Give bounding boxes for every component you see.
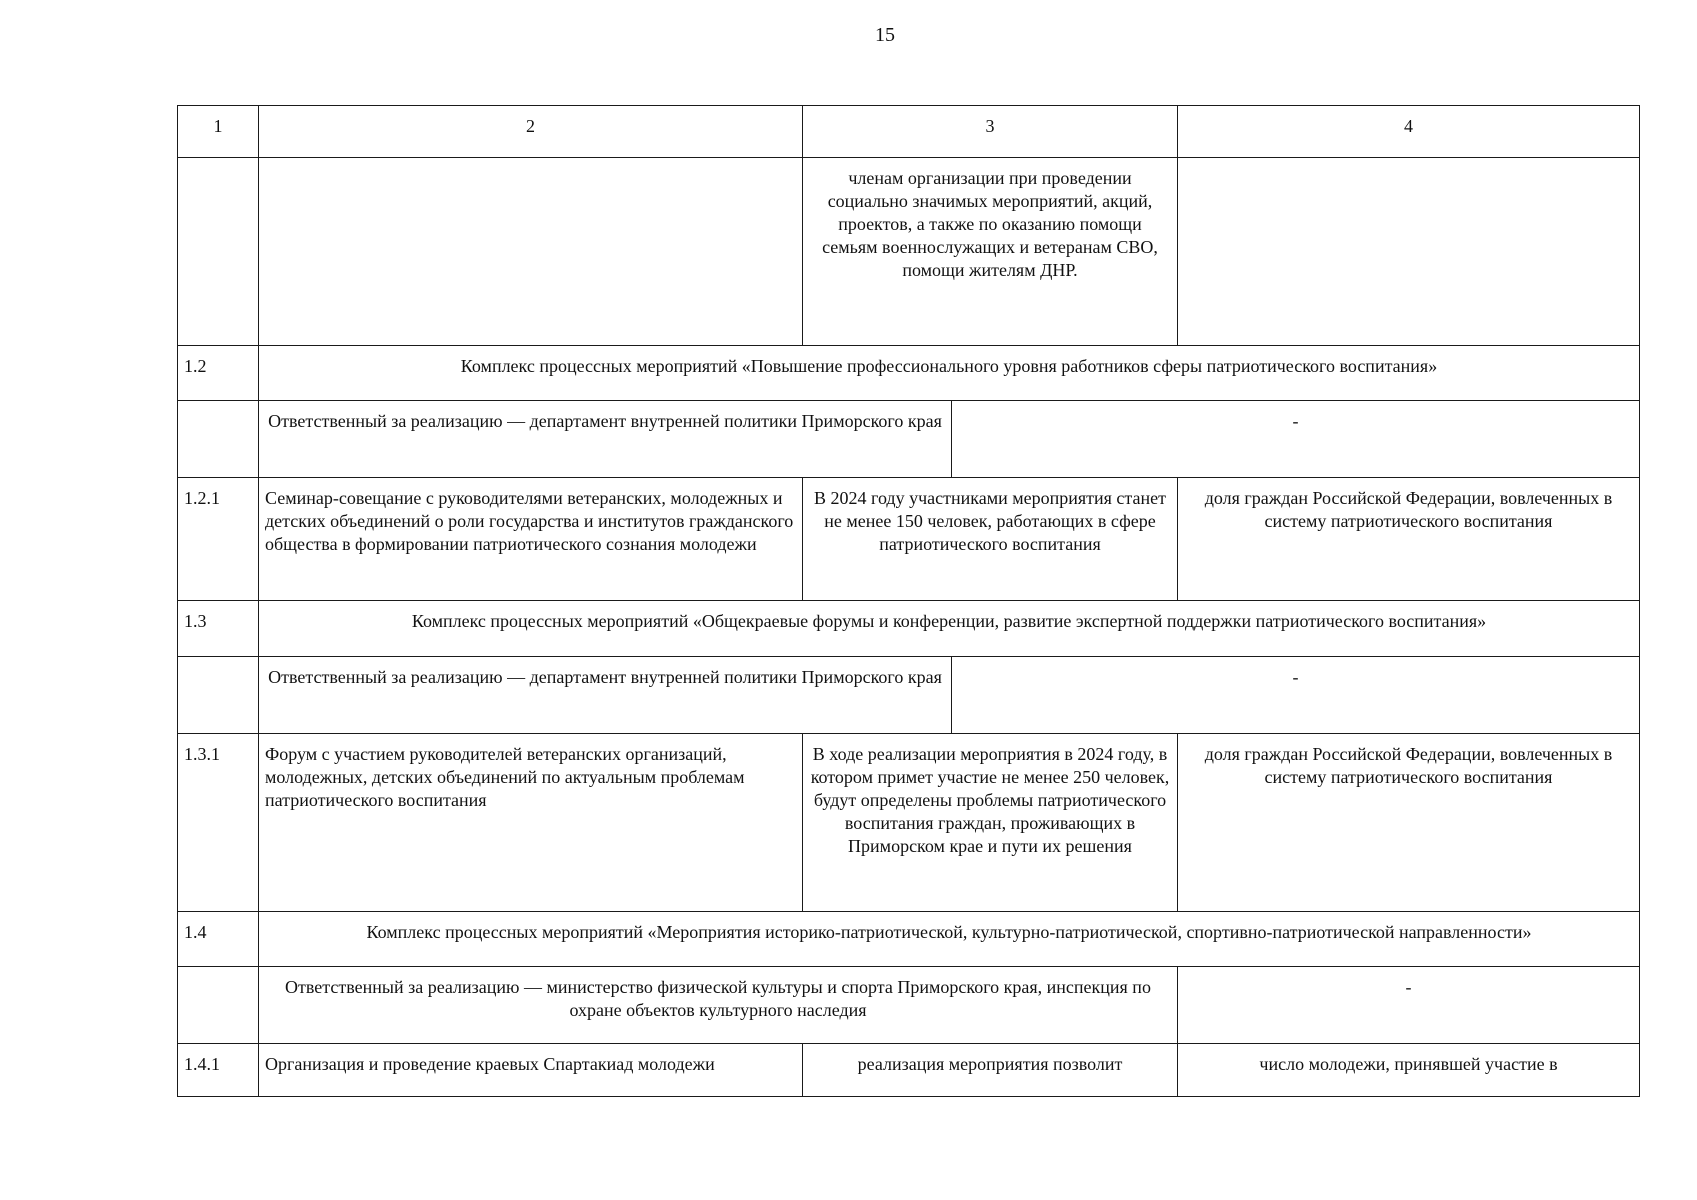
item-result: реализация мероприятия позволит <box>803 1044 1178 1097</box>
section-row <box>178 601 1640 657</box>
continuation-col-2 <box>259 158 803 346</box>
section-row <box>178 346 1640 401</box>
responsible-text: Ответственный за реализацию — департамент внутренней политики Приморского края <box>259 657 952 734</box>
item-row <box>178 734 1640 912</box>
responsible-right: - <box>952 657 1640 734</box>
section-number: 1.3 <box>178 601 259 657</box>
responsible-right: - <box>1178 967 1640 1044</box>
header-row <box>178 106 1640 158</box>
responsible-empty <box>178 657 259 734</box>
responsible-text: Ответственный за реализацию — министерство физической культуры и спорта Приморского края, инспекция по охране объектов культурного наследия <box>259 967 1178 1044</box>
section-title: Комплекс процессных мероприятий «Мероприятия историко-патриотической, культурно-патриотической, спортивно-патриотической направленности» <box>259 912 1640 967</box>
item-number: 1.2.1 <box>178 478 259 601</box>
header-col-4: 4 <box>1178 106 1640 158</box>
continuation-col-4 <box>1178 158 1640 346</box>
item-indicator: доля граждан Российской Федерации, вовлеченных в систему патриотического воспитания <box>1178 734 1640 912</box>
item-name: Организация и проведение краевых Спартакиад молодежи <box>259 1044 803 1097</box>
continuation-row <box>178 158 1640 346</box>
responsible-empty <box>178 967 259 1044</box>
item-name: Форум с участием руководителей ветеранских организаций, молодежных, детских объединений по актуальным проблемам патриотического воспитания <box>259 734 803 912</box>
section-title: Комплекс процессных мероприятий «Повышение профессионального уровня работников сферы патриотического воспитания» <box>259 346 1640 401</box>
responsible-row <box>178 967 1640 1044</box>
item-row <box>178 1044 1640 1097</box>
section-number: 1.4 <box>178 912 259 967</box>
page-number: 15 <box>875 24 895 46</box>
responsible-text: Ответственный за реализацию — департамент внутренней политики Приморского края <box>259 401 952 478</box>
header-col-1: 1 <box>178 106 259 158</box>
program-table <box>177 105 1640 1097</box>
header-col-3: 3 <box>803 106 1178 158</box>
item-number: 1.4.1 <box>178 1044 259 1097</box>
responsible-right: - <box>952 401 1640 478</box>
item-result: В 2024 году участниками мероприятия станет не менее 150 человек, работающих в сфере патриотического воспитания <box>803 478 1178 601</box>
item-result: В ходе реализации мероприятия в 2024 году, в котором примет участие не менее 250 человек, будут определены проблемы патриотического воспитания граждан, проживающих в Приморском крае и пути их решения <box>803 734 1178 912</box>
header-col-2: 2 <box>259 106 803 158</box>
responsible-empty <box>178 401 259 478</box>
item-row <box>178 478 1640 601</box>
continuation-result: членам организации при проведении социально значимых мероприятий, акций, проектов, а также по оказанию помощи семьям военнослужащих и ветеранам СВО, помощи жителям ДНР. <box>803 158 1178 346</box>
section-title: Комплекс процессных мероприятий «Общекраевые форумы и конференции, развитие экспертной поддержки патриотического воспитания» <box>259 601 1640 657</box>
item-indicator: число молодежи, принявшей участие в <box>1178 1044 1640 1097</box>
section-row <box>178 912 1640 967</box>
responsible-row <box>178 401 1640 478</box>
item-name: Семинар-совещание с руководителями ветеранских, молодежных и детских объединений о роли государства и институтов гражданского общества в формировании патриотического сознания молодежи <box>259 478 803 601</box>
section-number: 1.2 <box>178 346 259 401</box>
responsible-row <box>178 657 1640 734</box>
item-indicator: доля граждан Российской Федерации, вовлеченных в систему патриотического воспитания <box>1178 478 1640 601</box>
continuation-col-1 <box>178 158 259 346</box>
item-number: 1.3.1 <box>178 734 259 912</box>
